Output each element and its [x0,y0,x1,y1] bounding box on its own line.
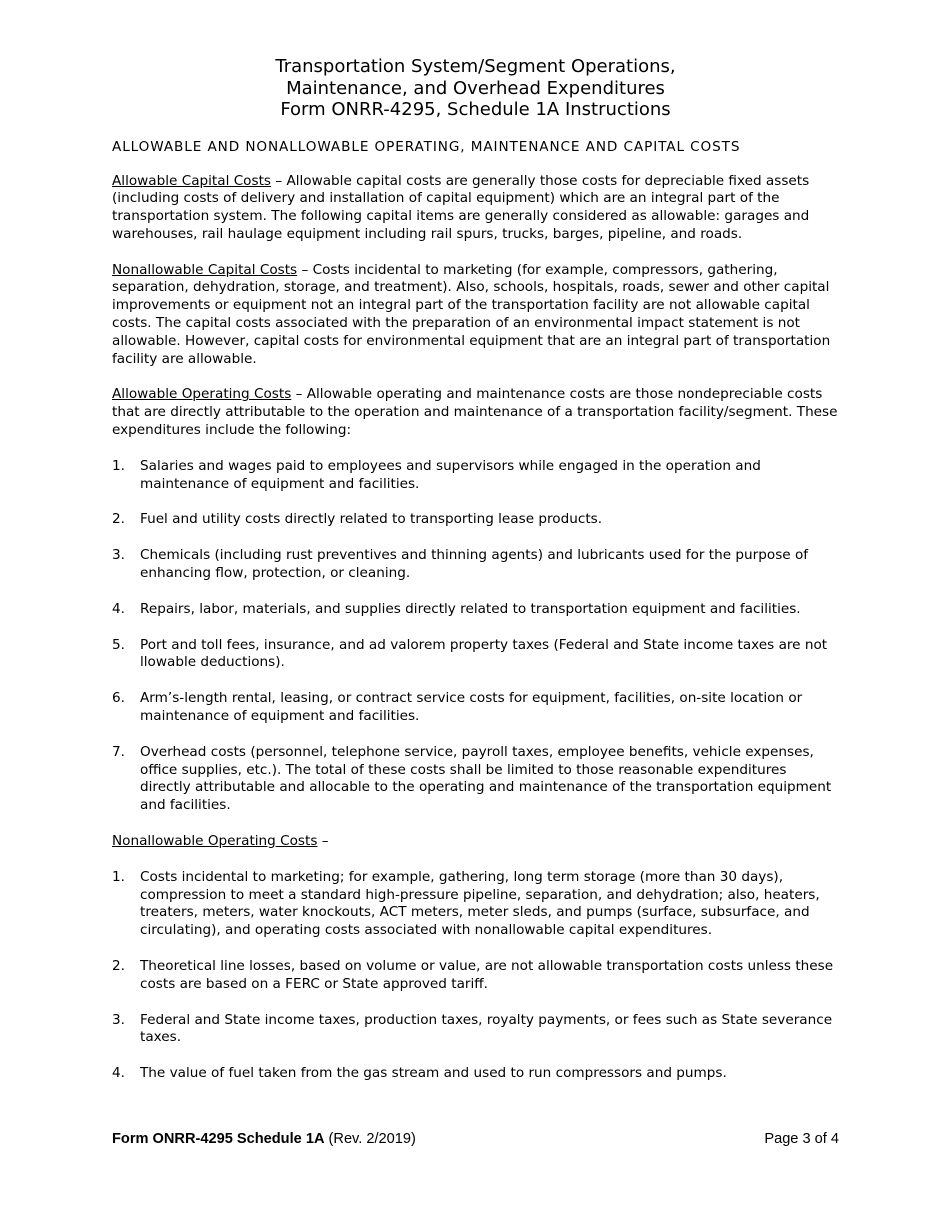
nonallowable-capital-text: – Costs incidental to marketing (for example, compressors, gathering, separation, dehydration, storage, and treatment). Also, schools, hospitals, roads, sewer and other capital improvements or equipment not an integral part of the transportation facility are not allowable capital costs. The capital costs associated with the preparation of an environmental impact statement is not allowable. However, capital costs for environmental equipment that are an integral part of transportation facility are allowable. [112,261,831,367]
nonallowable-operating-label: Nonallowable Operating Costs [112,833,318,850]
list-item [112,637,839,673]
list-item [112,690,839,726]
allowable-capital-paragraph [112,173,839,244]
list-item-number: 7. [112,743,125,760]
allowable-operating-text: – Allowable operating and maintenance costs are those nondepreciable costs that are directly attributable to the operation and maintenance of a transportation facility/segment. These expenditures include the following: [112,386,838,439]
list-item [112,958,839,994]
footer-form-info [112,1131,416,1147]
list-item-number: 5. [112,636,125,653]
list-item-text: Repairs, labor, materials, and supplies directly related to transportation equipment and facilities. [140,600,801,617]
title-line-3: Form ONRR-4295, Schedule 1A Instructions [280,99,671,120]
list-item [112,1065,839,1083]
list-item-number: 6. [112,690,125,707]
list-item [112,547,839,583]
list-item-text: Fuel and utility costs directly related to transporting lease products. [140,511,603,528]
allowable-operating-paragraph [112,386,839,439]
list-item-text: Federal and State income taxes, production taxes, royalty payments, or fees such as State severance taxes. [140,1011,833,1046]
footer-form-name: Form ONRR-4295 Schedule 1A [112,1131,325,1147]
list-item [112,601,839,619]
title-line-1: Transportation System/Segment Operations, [275,56,676,77]
document-page [112,56,839,1101]
allowable-capital-text: – Allowable capital costs are generally those costs for depreciable fixed assets (including costs of delivery and installation of capital equipment) which are an integral part of the transportation system. The following capital items are generally considered as allowable: garages and warehouses, rail haulage equipment including rail spurs, trucks, barges, pipeline, and roads. [112,172,810,242]
list-item-number: 1. [112,868,125,885]
list-item-number: 4. [112,1065,125,1082]
list-item-number: 3. [112,1011,125,1028]
list-item-text: Chemicals (including rust preventives and thinning agents) and lubricants used for the purpose of enhancing flow, protection, or cleaning. [140,547,809,582]
list-item-text: Overhead costs (personnel, telephone service, payroll taxes, employee benefits, vehicle expenses, office supplies, etc.). The total of these costs shall be limited to those reasonable expenditures directly attributable and allocable to the operating and maintenance of the transportation equipment and facilities. [140,743,832,814]
nonallowable-operating-paragraph [112,833,839,851]
list-item-text: Costs incidental to marketing; for example, gathering, long term storage (more than 30 days), compression to meet a standard high-pressure pipeline, separation, and dehydration; also, heaters, treaters, meters, water knockouts, ACT meters, meter sleds, and pumps (surface, subsurface, and circulating), and operating costs associated with nonallowable capital expenditures. [140,868,820,939]
allowable-capital-label: Allowable Capital Costs [112,172,271,189]
list-item-text: Theoretical line losses, based on volume or value, are not allowable transportation costs unless these costs are based on a FERC or State approved tariff. [140,958,834,992]
section-heading: ALLOWABLE AND NONALLOWABLE OPERATING, MAINTENANCE AND CAPITAL COSTS [112,138,741,155]
list-item-number: 1. [112,457,125,474]
list-item-text: The value of fuel taken from the gas stream and used to run compressors and pumps. [140,1065,727,1082]
footer-revision: (Rev. 2/2019) [324,1131,416,1147]
list-item [112,458,839,494]
list-item-number: 2. [112,511,125,528]
list-item-text: Port and toll fees, insurance, and ad valorem property taxes (Federal and State income taxes are not llowable deductions). [140,636,828,671]
nonallowable-operating-list [112,869,839,1083]
document-title [112,56,839,121]
nonallowable-capital-paragraph [112,262,839,369]
list-item [112,511,839,529]
list-item [112,744,839,815]
list-item-number: 4. [112,600,125,617]
list-item-number: 3. [112,547,125,564]
allowable-operating-list [112,458,839,815]
allowable-operating-label: Allowable Operating Costs [112,386,292,403]
list-item [112,1012,839,1048]
title-line-2: Maintenance, and Overhead Expenditures [286,77,665,99]
nonallowable-capital-label: Nonallowable Capital Costs [112,261,298,278]
footer-page-number: Page 3 of 4 [764,1131,839,1147]
list-item [112,869,839,940]
list-item-text: Salaries and wages paid to employees and supervisors while engaged in the operation and maintenance of equipment and facilities. [140,457,761,492]
nonallowable-operating-text: – [317,833,329,850]
list-item-number: 2. [112,958,125,974]
list-item-text: Arm’s-length rental, leasing, or contract service costs for equipment, facilities, on-site location or maintenance of equipment and facilities. [140,690,803,725]
